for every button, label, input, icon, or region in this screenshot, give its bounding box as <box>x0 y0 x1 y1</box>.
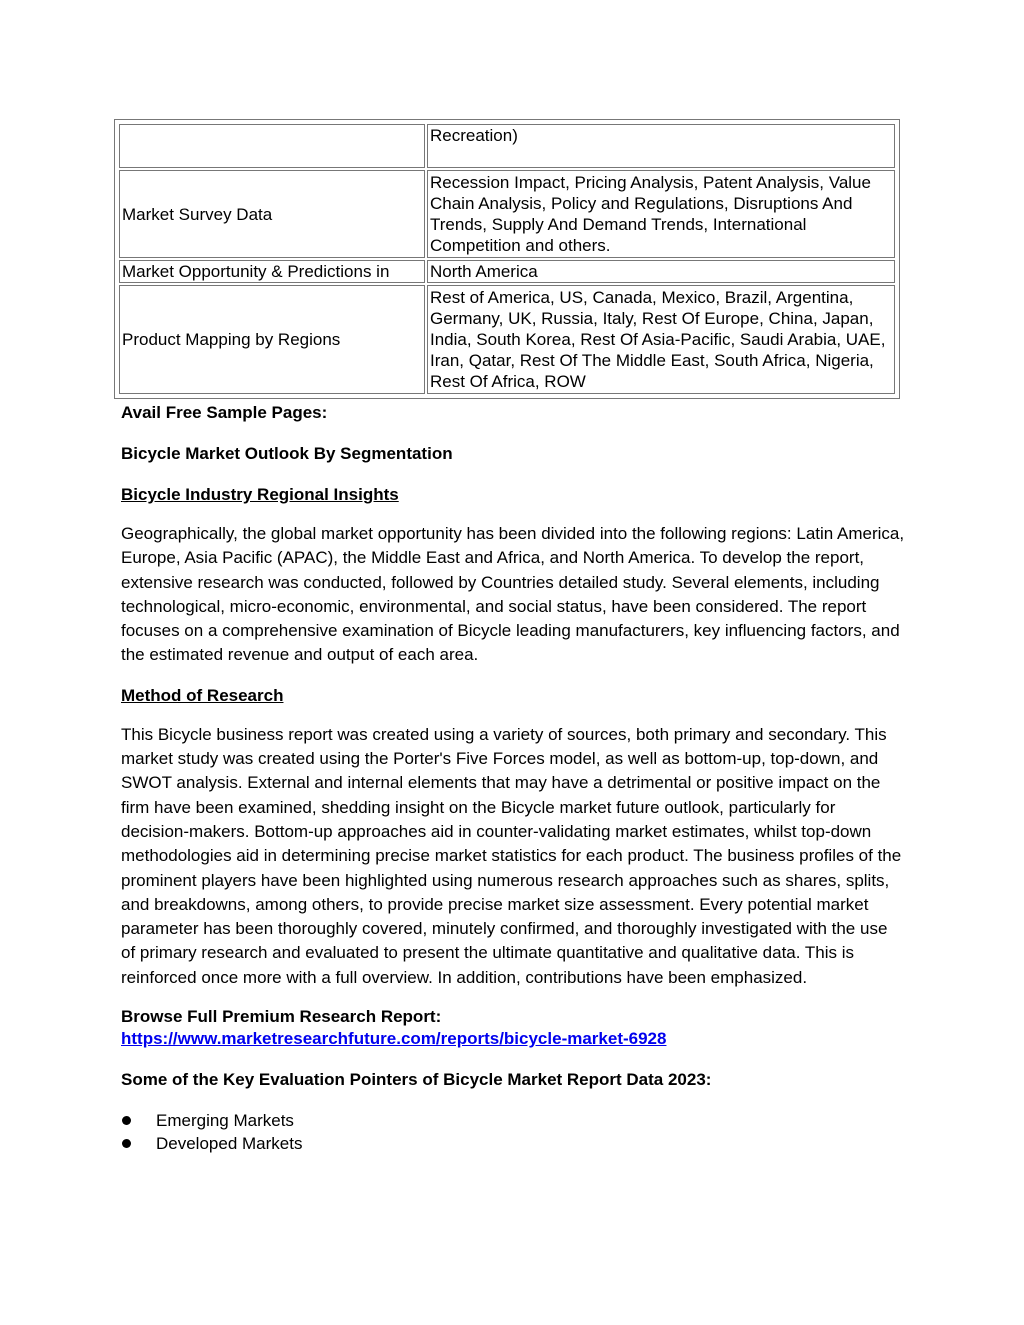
table-cell-value: North America <box>427 260 895 283</box>
report-link[interactable]: https://www.marketresearchfuture.com/reports/bicycle-market-6928 <box>121 1029 667 1049</box>
list-item-label: Developed Markets <box>156 1134 303 1154</box>
regional-insights-heading: Bicycle Industry Regional Insights <box>121 485 399 504</box>
table-cell-value: Recreation) <box>427 124 895 168</box>
list-item <box>121 1132 906 1155</box>
list-item-label: Emerging Markets <box>156 1111 294 1131</box>
free-sample-heading: Avail Free Sample Pages: <box>121 403 328 422</box>
table-row <box>119 285 895 394</box>
table-row <box>119 124 895 168</box>
regional-insights-paragraph: Geographically, the global market opportunity has been divided into the following regions: Latin America, Europe, Asia Pacific (APAC), the Middle East and Africa, and North America. To develop the report, extensive research was conducted, followed by Countries detailed study. Several elements, including technological, micro-economic, environmental, and social status, have been considered. The report focuses on a comprehensive examination of Bicycle leading manufacturers, key influencing factors, and the estimated revenue and output of each area. <box>121 524 905 665</box>
outlook-heading: Bicycle Market Outlook By Segmentation <box>121 444 453 463</box>
report-scope-table <box>114 119 900 399</box>
browse-link-line <box>121 1028 906 1049</box>
table-cell-label <box>119 124 425 168</box>
pointers-heading: Some of the Key Evaluation Pointers of Bicycle Market Report Data 2023: <box>121 1070 712 1090</box>
browse-label: Browse Full Premium Research Report: <box>121 1007 442 1027</box>
table-cell-label: Market Opportunity & Predictions in <box>119 260 425 283</box>
table-cell-value: Rest of America, US, Canada, Mexico, Brazil, Argentina, Germany, UK, Russia, Italy, Rest Of Europe, China, Japan, India, South Korea, Rest Of Asia-Pacific, Saudi Arabia, UAE, Iran, Qatar, Rest Of The Middle East, South Africa, Nigeria, Rest Of Africa, ROW <box>427 285 895 394</box>
table-cell-label: Market Survey Data <box>119 170 425 258</box>
table-cell-value: Recession Impact, Pricing Analysis, Patent Analysis, Value Chain Analysis, Policy and Regulations, Disruptions And Trends, Supply And Demand Trends, International Competition and others. <box>427 170 895 258</box>
method-heading: Method of Research <box>121 685 284 705</box>
table-row <box>119 170 895 258</box>
main-content <box>121 402 906 1155</box>
pointers-list <box>121 1109 906 1155</box>
list-item <box>121 1109 906 1132</box>
scope-table <box>117 122 897 396</box>
bullet-icon <box>122 1139 131 1148</box>
bullet-icon <box>122 1116 131 1125</box>
table-row <box>119 260 895 283</box>
method-paragraph: This Bicycle business report was created using a variety of sources, both primary and secondary. This market study was created using the Porter's Five Forces model, as well as bottom-up, top-down, and SWOT analysis. External and internal elements that may have a detrimental or positive impact on the firm have been examined, shedding insight on the Bicycle market future outlook, particularly for decision-makers. Bottom-up approaches aid in counter-validating market estimates, whilst top-down methodologies aid in determining precise market statistics for each product. The business profiles of the prominent players have been highlighted using numerous research approaches such as shares, splits, and breakdowns, among others, to provide precise market size assessment. Every potential market parameter has been thoroughly covered, minutely confirmed, and thoroughly investigated with the use of primary research and evaluated to present the ultimate quantitative and qualitative data. This is reinforced once more with a full overview. In addition, contributions have been emphasized. <box>121 724 902 987</box>
table-cell-label: Product Mapping by Regions <box>119 285 425 394</box>
